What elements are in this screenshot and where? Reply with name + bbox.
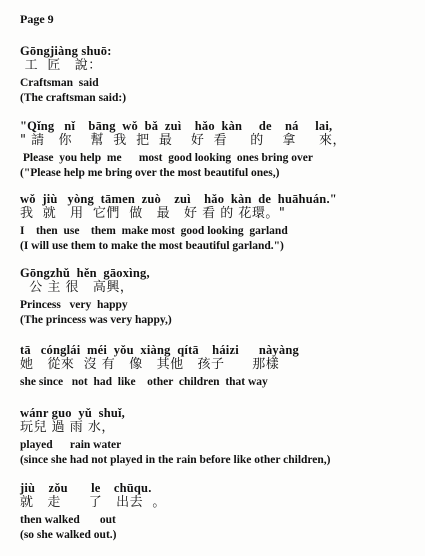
gloss-line: Please you help me most good looking ones bring over <box>20 152 313 164</box>
pinyin-line: Gōngzhǔ hěn gāoxìng, <box>20 266 150 280</box>
pinyin-line: wǒ jiù yòng tāmen zuò zuì hǎo kàn de huāhuán." <box>20 192 337 206</box>
pinyin-line: "Qǐng nǐ bāng wǒ bǎ zuì hǎo kàn de ná lai, <box>20 119 333 133</box>
pinyin-line: wánr guo yǔ shuǐ, <box>20 406 125 420</box>
page-number: Page 9 <box>20 12 54 26</box>
translation-line: (The princess was very happy,) <box>20 314 172 326</box>
gloss-line: Princess very happy <box>20 299 128 311</box>
pinyin-line: jiù zǒu le chūqu. <box>20 481 152 495</box>
gloss-line: I then use them make most good looking garland <box>20 225 288 237</box>
chinese-line: 我 就 用 它們 做 最 好 看 的 花環。" <box>20 206 286 221</box>
chinese-line: " 請 你 幫 我 把 最 好 看 的 拿 來， <box>20 133 346 148</box>
translation-line: ("Please help me bring over the most beautiful ones,) <box>20 167 280 179</box>
translation-line: (The craftsman said:) <box>20 92 127 104</box>
chinese-line: 玩兒 過 雨 水， <box>20 420 115 435</box>
gloss-line: played rain water <box>20 439 122 451</box>
chinese-line: 公 主 很 高興， <box>20 280 134 295</box>
gloss-line: then walked out <box>20 514 116 526</box>
chinese-line: 她 從來 沒 有 像 其他 孩子 那樣 <box>20 357 280 372</box>
pinyin-line: tā cónglái méi yǒu xiàng qítā háizi nàyàng <box>20 343 299 357</box>
gloss-line: Craftsman said <box>20 77 99 89</box>
translation-line: (since she had not played in the rain before like other children,) <box>20 454 331 466</box>
translation-line: (I will use them to make the most beautiful garland.") <box>20 240 284 252</box>
pinyin-line: Gōngjiàng shuō: <box>20 44 112 58</box>
gloss-line: she since not had like other children that way <box>20 376 268 388</box>
translation-line: (so she walked out.) <box>20 529 117 541</box>
chinese-line: 工 匠 說： <box>20 58 102 73</box>
chinese-line: 就 走 了 出去 。 <box>20 495 166 510</box>
